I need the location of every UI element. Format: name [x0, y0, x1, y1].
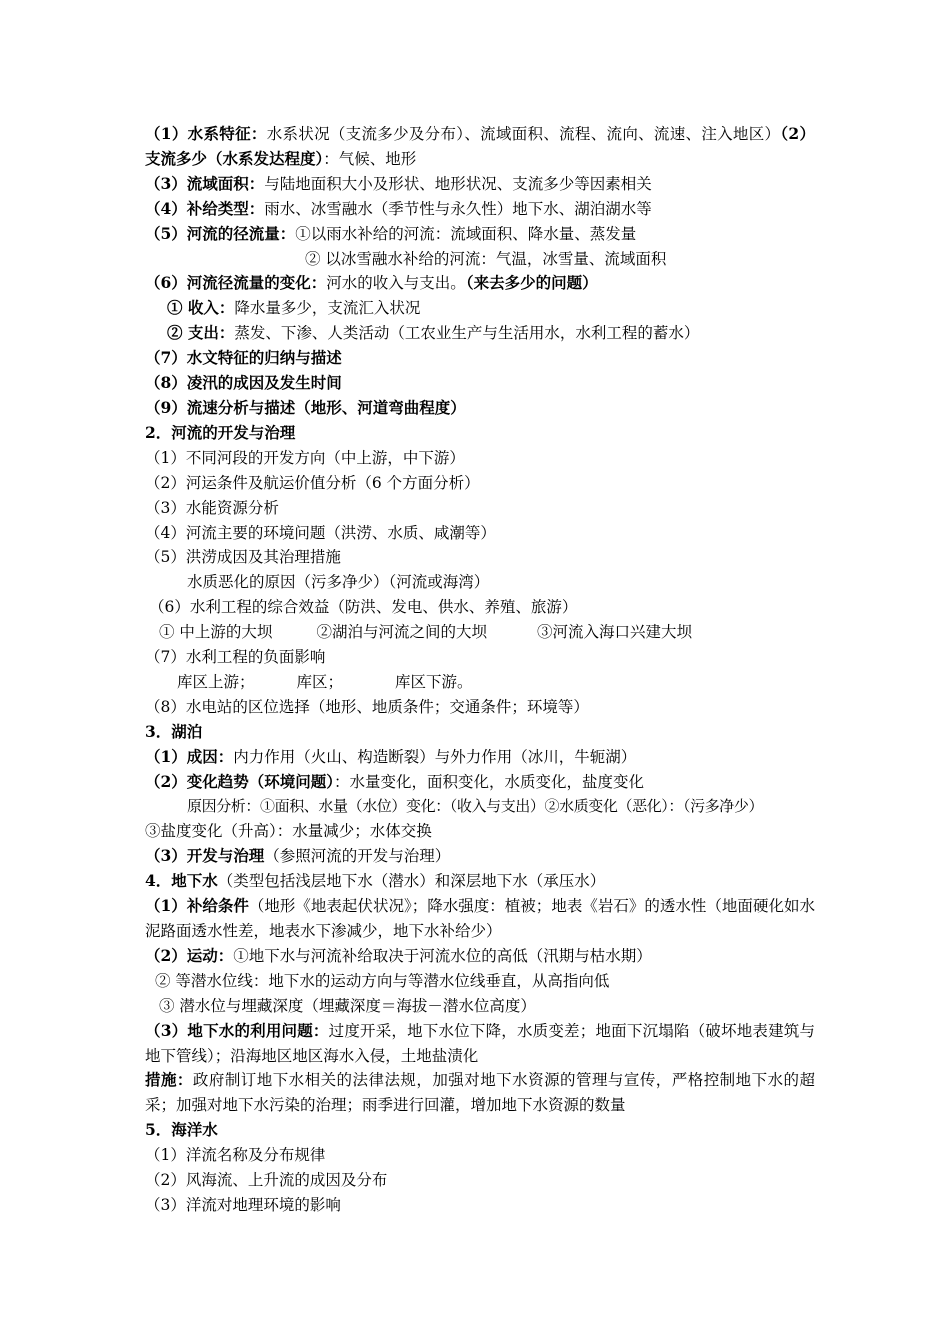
paragraph-gw-supply: （1）补给条件（地形《地表起伏状况》；降水强度：植被；地表《岩石》的透水性（地面硬化如水泥路面透水性差，地表水下渗减少，地下水补给少） [145, 896, 815, 940]
line-negative-impact: （7）水利工程的负面影响 [145, 648, 326, 667]
line-dev-direction: （1）不同河段的开发方向（中上游，中下游） [145, 448, 465, 467]
line-lake-development: （3）开发与治理（参照河流的开发与治理） [145, 846, 451, 866]
line-gw-motion: （2）运动：①地下水与河流补给取决于河流水位的高低（汛期与枯水期） [145, 945, 652, 965]
line-wind-currents: （2）风海流、上升流的成因及分布 [145, 1171, 388, 1190]
line-ice-flood: （8）凌汛的成因及发生时间 [145, 373, 342, 393]
section-heading-river-development: 2．河流的开发与治理 [145, 422, 296, 442]
line-flow-speed: （9）流速分析与描述（地形、河道弯曲程度） [145, 397, 466, 417]
line-env-issues: （4）河流主要的环境问题（洪涝、水质、咸潮等） [145, 523, 496, 542]
line-runoff: （5）河流的径流量：①以雨水补给的河流：流域面积、降水量、蒸发量 [145, 223, 637, 243]
line-project-benefits: （6）水利工程的综合效益（防洪、发电、供水、养殖、旅游） [149, 598, 578, 617]
line-hydropower: （3）水能资源分析 [145, 498, 279, 517]
line-expense: ② 支出：蒸发、下渗、人类活动（工农业生产与生活用水，水利工程的蓄水） [167, 323, 700, 343]
line-water-quality: 水质恶化的原因（污多净少）（河流或海湾） [187, 573, 490, 592]
line-station-location: （8）水电站的区位选择（地形、地质条件；交通条件；环境等） [145, 697, 589, 716]
document-page [145, 122, 815, 1218]
section-heading-lake: 3．湖泊 [145, 721, 203, 741]
paragraph-gw-problems: （3）地下水的利用问题：过度开采，地下水位下降，水质变差；地面下沉塌陷（破坏地表建筑与地下管线）；沿海地区地区海水入侵，土地盐渍化 [145, 1020, 815, 1065]
line-current-names: （1）洋流名称及分布规律 [145, 1146, 326, 1165]
paragraph-gw-measures: 措施：政府制订地下水相关的法律法规，加强对地下水资源的管理与宣传，严格控制地下水的超采；加强对地下水污染的治理；雨季进行回灌，增加地下水资源的数量 [145, 1070, 815, 1115]
section-heading-groundwater: 4．地下水（类型包括浅层地下水（潜水）和深层地下水（承压水） [145, 871, 606, 891]
line-lake-origin: （1）成因：内力作用（火山、构造断裂）与外力作用（冰川，牛轭湖） [145, 746, 637, 766]
line-current-impact: （3）洋流对地理环境的影响 [145, 1195, 341, 1214]
line-lake-trend: （2）变化趋势（环境问题）：水量变化，面积变化，水质变化，盐度变化 [145, 771, 645, 791]
line-runoff-change: （6）河流径流量的变化：河水的收入与支出。（来去多少的问题） [145, 273, 598, 293]
paragraph-water-system: （1）水系特征：水系状况（支流多少及分布）、流域面积、流程、流向、流速、注入地区）（2）支流多少（水系发达程度）：气候、地形 [145, 124, 815, 168]
line-gw-contour: ② 等潜水位线：地下水的运动方向与等潜水位线垂直，从高指向低 [155, 971, 610, 990]
line-hydro-features: （7）水文特征的归纳与描述 [145, 348, 342, 368]
line-lake-reason: 原因分析：①面积、水量（水位）变化：（收入与支出）②水质变化（恶化）：（污多净少） [187, 797, 764, 816]
line-reservoir: 库区上游； 库区； 库区下游。 [177, 672, 473, 691]
line-basin-area: （3）流域面积：与陆地面积大小及形状、地形状况、支流多少等因素相关 [145, 173, 652, 193]
line-dam-types: ① 中上游的大坝 ②湖泊与河流之间的大坝 ③河流入海口兴建大坝 [159, 623, 692, 642]
section-heading-ocean: 5．海洋水 [145, 1120, 218, 1140]
line-supply-type: （4）补给类型：雨水、冰雪融水（季节性与永久性）地下水、湖泊湖水等 [145, 198, 652, 218]
line-lake-salinity: ③盐度变化（升高）：水量减少；水体交换 [145, 822, 432, 841]
line-runoff-snow: ② 以冰雪融水补给的河流：气温，冰雪量、流域面积 [305, 249, 667, 268]
line-flood-causes: （5）洪涝成因及其治理措施 [145, 548, 341, 567]
line-gw-depth: ③ 潜水位与埋藏深度（埋藏深度＝海拔－潜水位高度） [159, 996, 536, 1015]
line-shipping: （2）河运条件及航运价值分析（6 个方面分析） [145, 473, 480, 492]
line-income: ① 收入：降水量多少，支流汇入状况 [167, 298, 421, 318]
